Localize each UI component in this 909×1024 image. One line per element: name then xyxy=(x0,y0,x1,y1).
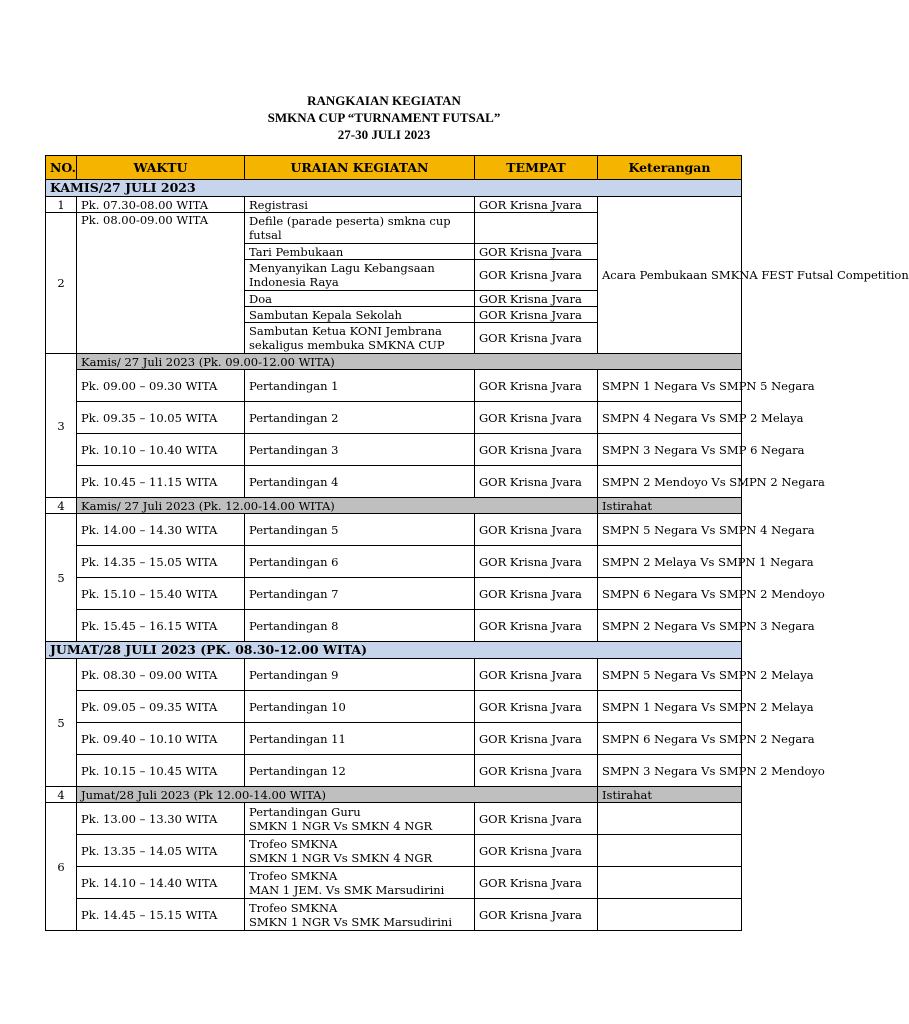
time-cell: Pk. 13.00 – 13.30 WITA xyxy=(77,803,245,835)
activity-cell: Sambutan Kepala Sekolah xyxy=(245,307,475,323)
time-cell: Pk. 15.45 – 16.15 WITA xyxy=(77,610,245,642)
place-cell: GOR Krisna Jvara xyxy=(475,578,598,610)
note-cell: SMPN 3 Negara Vs SMPN 2 Mendoyo xyxy=(598,755,742,787)
time-cell: Pk. 09.00 – 09.30 WITA xyxy=(77,370,245,402)
place-cell: GOR Krisna Jvara xyxy=(475,659,598,691)
note-cell: Istirahat xyxy=(598,498,742,514)
time-cell: Pk. 14.45 – 15.15 WITA xyxy=(77,899,245,931)
table-row xyxy=(46,723,742,755)
place-cell: GOR Krisna Jvara xyxy=(475,514,598,546)
activity-cell: Pertandingan 2 xyxy=(245,402,475,434)
time-cell: Pk. 14.00 – 14.30 WITA xyxy=(77,514,245,546)
session-label: Kamis/ 27 Juli 2023 (Pk. 12.00-14.00 WITA) xyxy=(77,498,598,514)
note-cell xyxy=(598,867,742,899)
activity-cell: Tari Pembukaan xyxy=(245,244,475,260)
time-cell: Pk. 15.10 – 15.40 WITA xyxy=(77,578,245,610)
activity-cell: Sambutan Ketua KONI Jembrana sekaligus membuka SMKNA CUP xyxy=(245,323,475,354)
place-cell: GOR Krisna Jvara xyxy=(475,244,598,260)
note-cell: SMPN 3 Negara Vs SMP 6 Negara xyxy=(598,434,742,466)
time-cell: Pk. 10.10 – 10.40 WITA xyxy=(77,434,245,466)
title-line-2: SMKNA CUP “TURNAMENT FUTSAL” xyxy=(267,110,501,125)
row-number: 2 xyxy=(46,213,77,354)
note-cell: SMPN 2 Negara Vs SMPN 3 Negara xyxy=(598,610,742,642)
activity-cell: Pertandingan 5 xyxy=(245,514,475,546)
note-cell xyxy=(598,803,742,835)
note-cell: SMPN 2 Melaya Vs SMPN 1 Negara xyxy=(598,546,742,578)
day-header-row xyxy=(46,180,742,197)
day-header-row xyxy=(46,642,742,659)
time-cell: Pk. 08.30 – 09.00 WITA xyxy=(77,659,245,691)
day-label: KAMIS/27 JULI 2023 xyxy=(46,180,742,197)
session-label: Jumat/28 Juli 2023 (Pk 12.00-14.00 WITA) xyxy=(77,787,598,803)
note-cell: SMPN 6 Negara Vs SMPN 2 Negara xyxy=(598,723,742,755)
activity-cell: Pertandingan 3 xyxy=(245,434,475,466)
place-cell: GOR Krisna Jvara xyxy=(475,323,598,354)
table-row xyxy=(46,370,742,402)
activity-cell: Registrasi xyxy=(245,197,475,213)
table-row xyxy=(46,835,742,867)
note-cell: SMPN 2 Mendoyo Vs SMPN 2 Negara xyxy=(598,466,742,498)
place-cell: GOR Krisna Jvara xyxy=(475,755,598,787)
col-keterangan: Keterangan xyxy=(598,156,742,180)
table-row xyxy=(46,546,742,578)
row-number: 4 xyxy=(46,787,77,803)
activity-cell: Pertandingan 4 xyxy=(245,466,475,498)
table-header-row xyxy=(46,156,742,180)
place-cell: GOR Krisna Jvara xyxy=(475,197,598,213)
time-cell: Pk. 09.05 – 09.35 WITA xyxy=(77,691,245,723)
activity-cell: Pertandingan 12 xyxy=(245,755,475,787)
break-row xyxy=(46,498,742,514)
activity-cell: Pertandingan 1 xyxy=(245,370,475,402)
note-cell xyxy=(598,899,742,931)
place-cell: GOR Krisna Jvara xyxy=(475,291,598,307)
activity-cell: Menyanyikan Lagu Kebangsaan Indonesia Raya xyxy=(245,260,475,291)
time-cell: Pk. 14.10 – 14.40 WITA xyxy=(77,867,245,899)
note-cell: SMPN 4 Negara Vs SMP 2 Melaya xyxy=(598,402,742,434)
title-line-1: RANGKAIAN KEGIATAN xyxy=(307,93,461,108)
place-cell: GOR Krisna Jvara xyxy=(475,466,598,498)
place-cell: GOR Krisna Jvara xyxy=(475,307,598,323)
time-cell: Pk. 08.00-09.00 WITA xyxy=(77,213,245,354)
note-cell: SMPN 1 Negara Vs SMPN 2 Melaya xyxy=(598,691,742,723)
activity-cell: Pertandingan 8 xyxy=(245,610,475,642)
place-cell: GOR Krisna Jvara xyxy=(475,402,598,434)
activity-title: Pertandingan Guru xyxy=(249,804,361,819)
col-waktu: WAKTU xyxy=(77,156,245,180)
activity-cell: Doa xyxy=(245,291,475,307)
activity-cell: Pertandingan 6 xyxy=(245,546,475,578)
activity-cell xyxy=(245,803,475,835)
table-row xyxy=(46,402,742,434)
row-number: 5 xyxy=(46,514,77,642)
time-cell: Pk. 09.40 – 10.10 WITA xyxy=(77,723,245,755)
table-row xyxy=(46,466,742,498)
session-header-row xyxy=(46,354,742,370)
time-cell: Pk. 13.35 – 14.05 WITA xyxy=(77,835,245,867)
place-cell: GOR Krisna Jvara xyxy=(475,610,598,642)
col-no: NO. xyxy=(46,156,77,180)
activity-teams: MAN 1 JEM. Vs SMK Marsudirini xyxy=(249,882,445,897)
activity-title: Trofeo SMKNA xyxy=(249,836,338,851)
time-cell: Pk. 14.35 – 15.05 WITA xyxy=(77,546,245,578)
time-cell: Pk. 09.35 – 10.05 WITA xyxy=(77,402,245,434)
document-title xyxy=(0,92,768,143)
place-cell: GOR Krisna Jvara xyxy=(475,691,598,723)
activity-cell xyxy=(245,835,475,867)
place-cell: GOR Krisna Jvara xyxy=(475,434,598,466)
activity-title: Trofeo SMKNA xyxy=(249,868,338,883)
place-cell: GOR Krisna Jvara xyxy=(475,546,598,578)
title-line-3: 27-30 JULI 2023 xyxy=(337,127,431,142)
activity-cell: Defile (parade peserta) smkna cup futsal xyxy=(245,213,475,244)
place-cell: GOR Krisna Jvara xyxy=(475,899,598,931)
place-cell: GOR Krisna Jvara xyxy=(475,723,598,755)
activity-cell xyxy=(245,899,475,931)
note-cell: SMPN 5 Negara Vs SMPN 4 Negara xyxy=(598,514,742,546)
schedule-table xyxy=(45,155,909,931)
activity-teams: SMKN 1 NGR Vs SMKN 4 NGR xyxy=(249,850,433,865)
place-cell: GOR Krisna Jvara xyxy=(475,370,598,402)
time-cell: Pk. 10.15 – 10.45 WITA xyxy=(77,755,245,787)
row-number: 5 xyxy=(46,659,77,787)
place-cell: GOR Krisna Jvara xyxy=(475,867,598,899)
row-number: 1 xyxy=(46,197,77,213)
activity-title: Trofeo SMKNA xyxy=(249,900,338,915)
place-cell xyxy=(475,213,598,244)
table-row xyxy=(46,755,742,787)
activity-cell: Pertandingan 10 xyxy=(245,691,475,723)
activity-teams: SMKN 1 NGR Vs SMKN 4 NGR xyxy=(249,818,433,833)
session-label: Kamis/ 27 Juli 2023 (Pk. 09.00-12.00 WITA) xyxy=(77,354,742,370)
table-row xyxy=(46,578,742,610)
activity-cell: Pertandingan 11 xyxy=(245,723,475,755)
activity-cell xyxy=(245,867,475,899)
place-cell: GOR Krisna Jvara xyxy=(475,835,598,867)
table-row xyxy=(46,803,742,835)
activity-cell: Pertandingan 9 xyxy=(245,659,475,691)
note-cell: Acara Pembukaan SMKNA FEST Futsal Competition xyxy=(598,197,742,354)
note-cell: Istirahat xyxy=(598,787,742,803)
note-cell: SMPN 1 Negara Vs SMPN 5 Negara xyxy=(598,370,742,402)
row-number: 6 xyxy=(46,803,77,931)
table-row xyxy=(46,659,742,691)
time-cell: Pk. 07.30-08.00 WITA xyxy=(77,197,245,213)
note-cell: SMPN 6 Negara Vs SMPN 2 Mendoyo xyxy=(598,578,742,610)
row-number: 3 xyxy=(46,354,77,498)
activity-cell: Pertandingan 7 xyxy=(245,578,475,610)
time-cell: Pk. 10.45 – 11.15 WITA xyxy=(77,466,245,498)
table-row xyxy=(46,691,742,723)
table-row xyxy=(46,610,742,642)
break-row xyxy=(46,787,742,803)
table-row xyxy=(46,514,742,546)
table-row xyxy=(46,899,742,931)
activity-teams: SMKN 1 NGR Vs SMK Marsudirini xyxy=(249,914,452,929)
note-cell: SMPN 5 Negara Vs SMPN 2 Melaya xyxy=(598,659,742,691)
table-row xyxy=(46,867,742,899)
row-number: 4 xyxy=(46,498,77,514)
table-row xyxy=(46,197,742,213)
col-uraian: URAIAN KEGIATAN xyxy=(245,156,475,180)
col-tempat: TEMPAT xyxy=(475,156,598,180)
place-cell: GOR Krisna Jvara xyxy=(475,803,598,835)
place-cell: GOR Krisna Jvara xyxy=(475,260,598,291)
table-row xyxy=(46,434,742,466)
day-label: JUMAT/28 JULI 2023 (PK. 08.30-12.00 WITA) xyxy=(46,642,742,659)
note-cell xyxy=(598,835,742,867)
